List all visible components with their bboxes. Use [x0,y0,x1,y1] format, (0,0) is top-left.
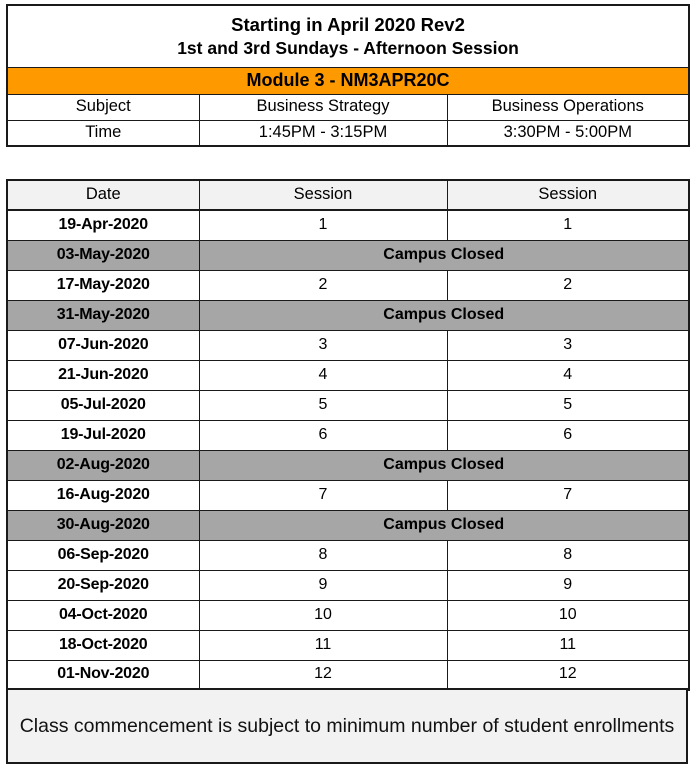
cell-date: 07-Jun-2020 [7,330,199,360]
cell-date: 05-Jul-2020 [7,390,199,420]
table-row [7,300,689,330]
subject-column-1: Business Strategy [199,94,447,120]
cell-campus-closed: Campus Closed [199,240,689,270]
cell-date: 01-Nov-2020 [7,660,199,690]
cell-date: 19-Jul-2020 [7,420,199,450]
cell-session-1: 7 [199,480,447,510]
cell-date: 16-Aug-2020 [7,480,199,510]
cell-session-2: 7 [447,480,689,510]
cell-date: 31-May-2020 [7,300,199,330]
cell-session-2: 2 [447,270,689,300]
cell-campus-closed: Campus Closed [199,510,689,540]
enrollment-disclaimer [6,688,688,764]
table-row [7,210,689,240]
column-header-session-2: Session [447,180,689,210]
cell-date: 02-Aug-2020 [7,450,199,480]
cell-session-1: 4 [199,360,447,390]
cell-date: 06-Sep-2020 [7,540,199,570]
time-column-2: 3:30PM - 5:00PM [447,120,689,146]
schedule-title-cell [7,5,689,67]
cell-session-2: 10 [447,600,689,630]
table-row [7,450,689,480]
cell-campus-closed: Campus Closed [199,300,689,330]
title-line-primary: Starting in April 2020 Rev2 [231,13,465,35]
cell-session-1: 1 [199,210,447,240]
cell-session-1: 5 [199,390,447,420]
cell-date: 04-Oct-2020 [7,600,199,630]
cell-session-1: 11 [199,630,447,660]
table-row [7,600,689,630]
cell-date: 21-Jun-2020 [7,360,199,390]
column-header-session-1: Session [199,180,447,210]
cell-session-2: 9 [447,570,689,600]
title-row [7,5,689,67]
module-row [7,67,689,94]
cell-date: 30-Aug-2020 [7,510,199,540]
schedule-header-row [7,180,689,210]
cell-session-2: 11 [447,630,689,660]
table-row [7,270,689,300]
cell-session-2: 1 [447,210,689,240]
subject-row [7,94,689,120]
table-row [7,360,689,390]
table-row [7,480,689,510]
cell-date: 18-Oct-2020 [7,630,199,660]
table-row [7,660,689,690]
cell-session-1: 2 [199,270,447,300]
cell-session-2: 12 [447,660,689,690]
table-row [7,330,689,360]
subject-row-label: Subject [7,94,199,120]
time-column-1: 1:45PM - 3:15PM [199,120,447,146]
table-row [7,510,689,540]
cell-session-1: 3 [199,330,447,360]
subject-column-2: Business Operations [447,94,689,120]
schedule-table-body [7,180,689,690]
table-row [7,630,689,660]
time-row [7,120,689,146]
cell-session-2: 4 [447,360,689,390]
table-row [7,420,689,450]
time-row-label: Time [7,120,199,146]
table-row [7,240,689,270]
cell-date: 19-Apr-2020 [7,210,199,240]
cell-date: 17-May-2020 [7,270,199,300]
cell-session-1: 12 [199,660,447,690]
module-code-banner: Module 3 - NM3APR20C [7,67,689,94]
cell-session-2: 3 [447,330,689,360]
cell-session-2: 8 [447,540,689,570]
cell-campus-closed: Campus Closed [199,450,689,480]
cell-session-1: 6 [199,420,447,450]
cell-session-1: 8 [199,540,447,570]
title-line-secondary: 1st and 3rd Sundays - Afternoon Session [177,38,519,59]
cell-date: 03-May-2020 [7,240,199,270]
cell-session-2: 6 [447,420,689,450]
column-header-date: Date [7,180,199,210]
enrollment-disclaimer-text: Class commencement is subject to minimum number of student enrollments [19,714,675,737]
table-row [7,540,689,570]
cell-session-2: 5 [447,390,689,420]
cell-session-1: 10 [199,600,447,630]
cell-session-1: 9 [199,570,447,600]
table-row [7,570,689,600]
cell-date: 20-Sep-2020 [7,570,199,600]
session-schedule-table [6,179,690,691]
module-header-table [6,4,690,147]
table-row [7,390,689,420]
